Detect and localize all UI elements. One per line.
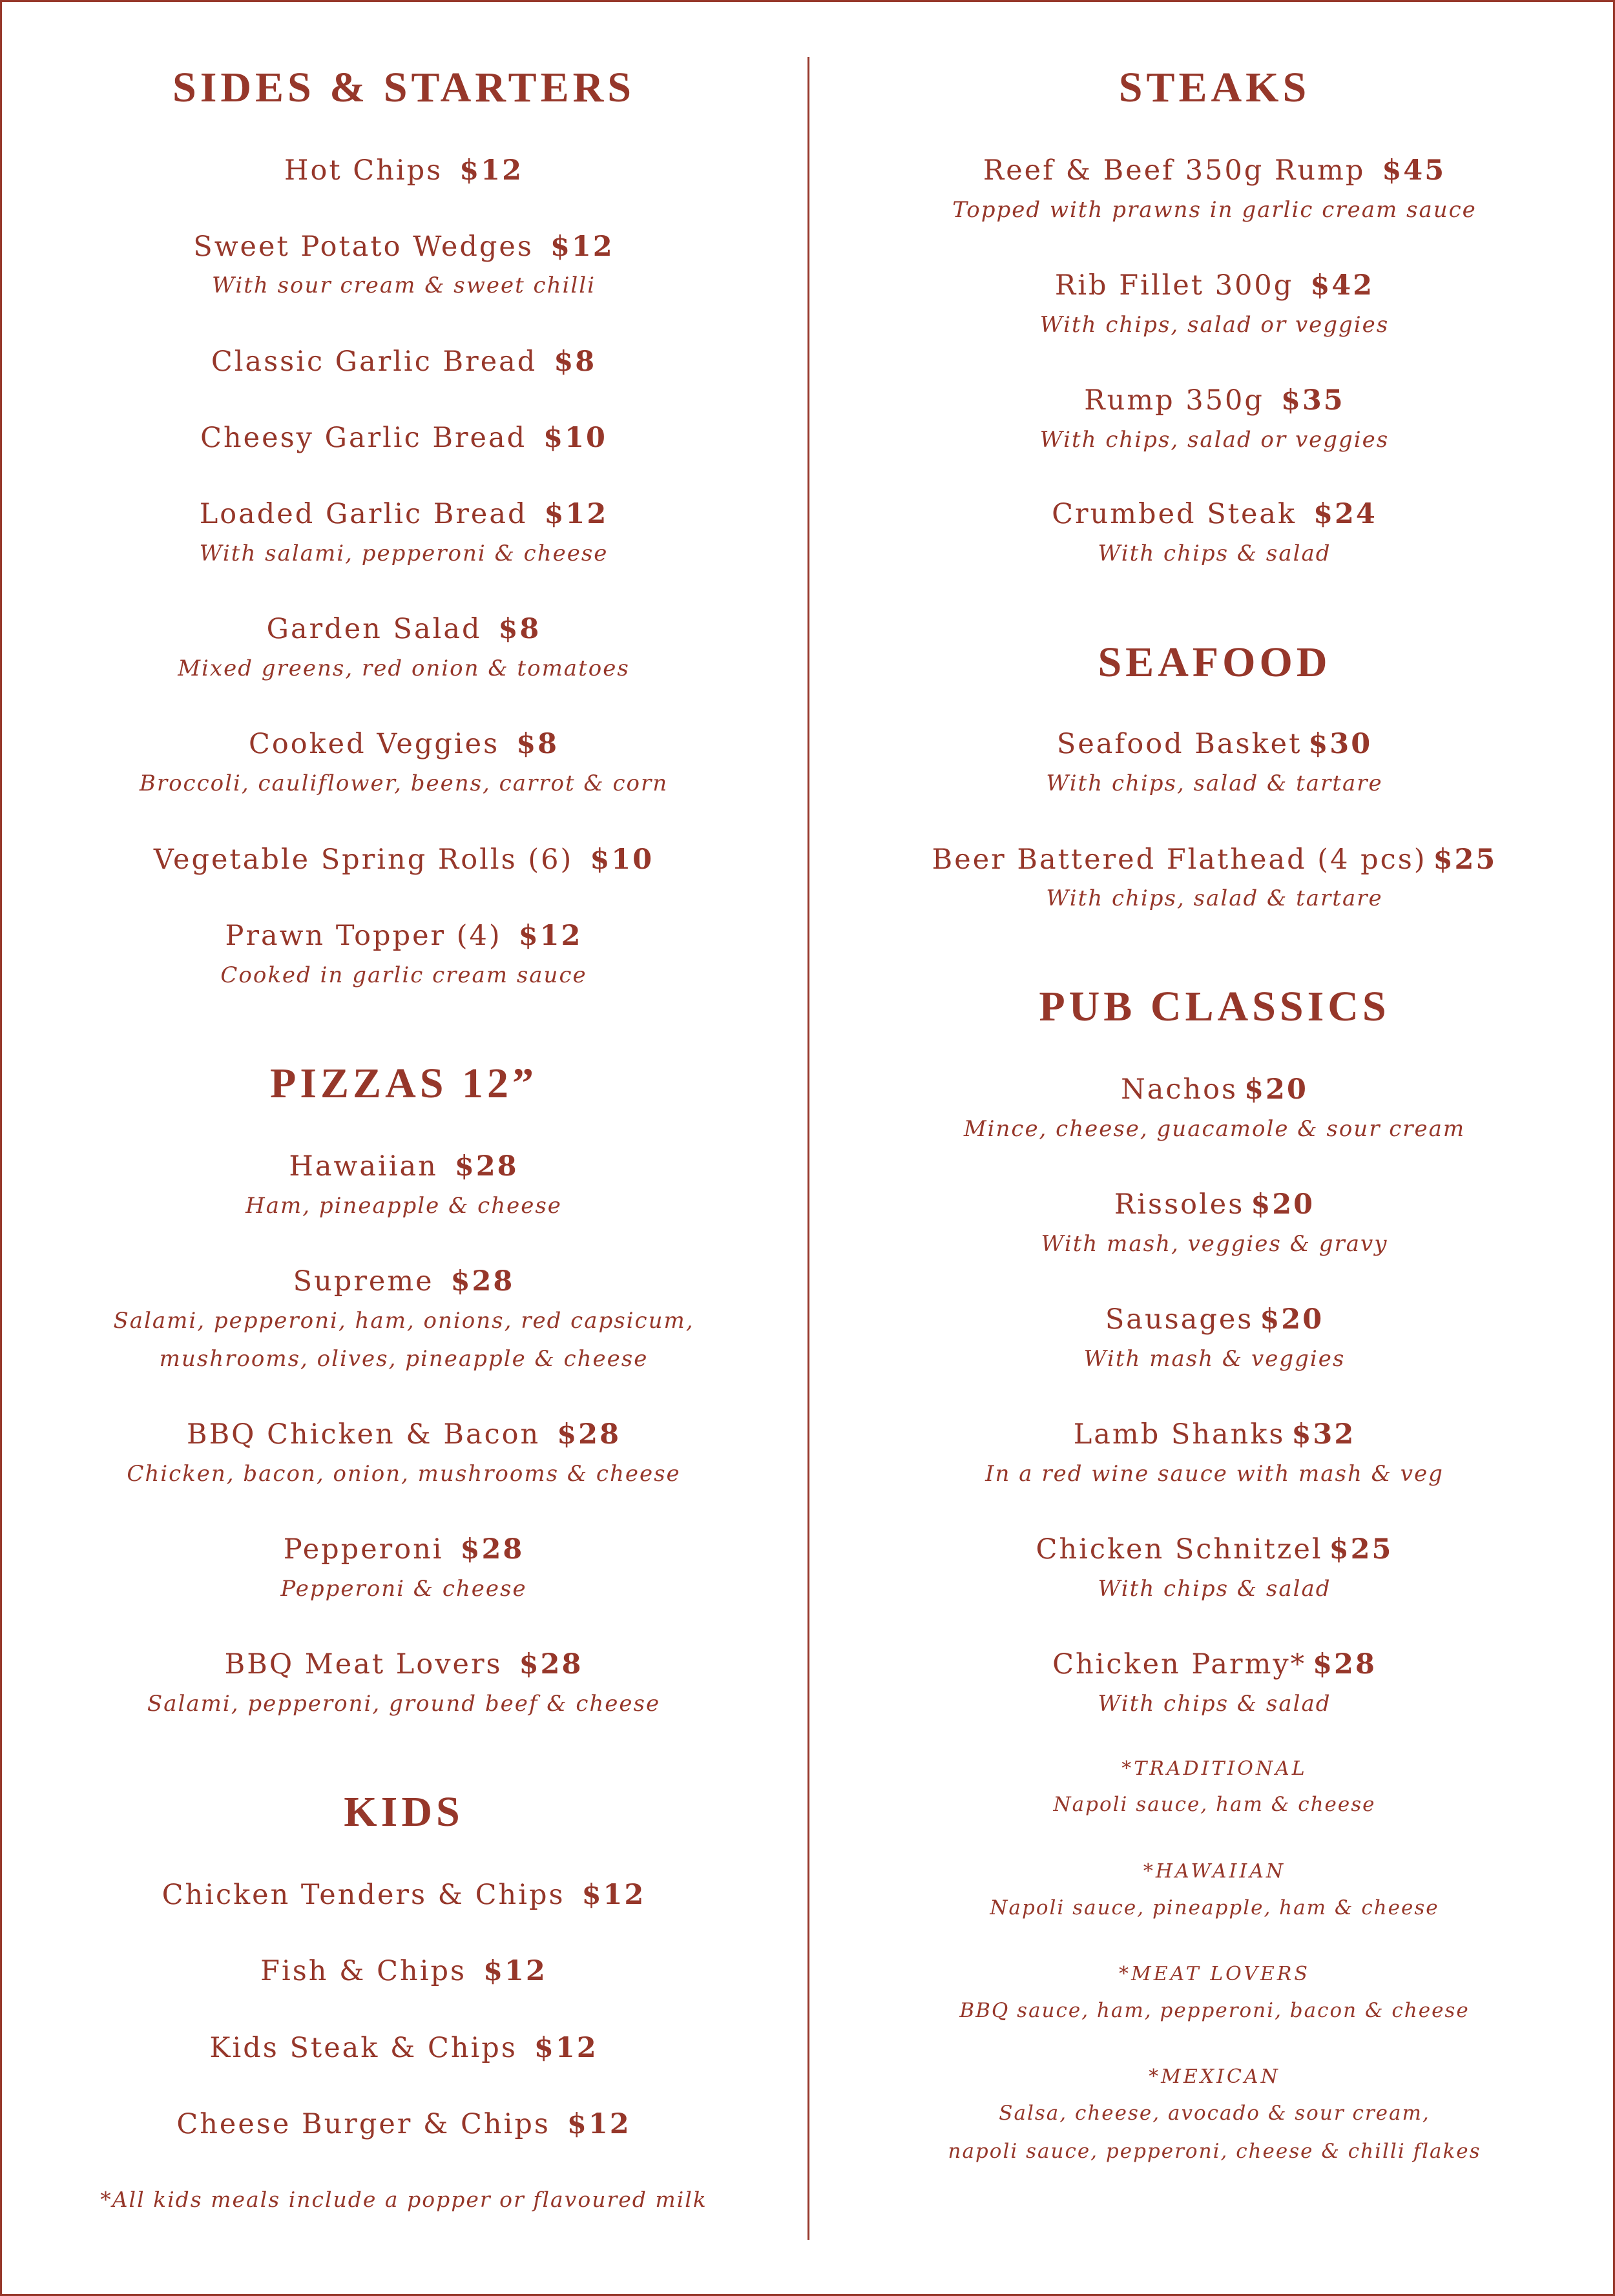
item-name: Hawaiian	[289, 1150, 438, 1183]
item-description: In a red wine sauce with mash & veg	[985, 1461, 1444, 1487]
parmy-variant-description: BBQ sauce, ham, pepperoni, bacon & cheese	[959, 1999, 1470, 2022]
menu-item	[32, 2108, 775, 2140]
item-name: Crumbed Steak	[1052, 498, 1297, 530]
kids-footnote: *All kids meals include a popper or flavoured milk	[100, 2187, 707, 2212]
item-price: $8	[554, 346, 597, 378]
item-price: $20	[1260, 1303, 1324, 1336]
item-description: Salami, pepperoni, ham, onions, red capsicum,	[113, 1308, 694, 1334]
item-price: $12	[567, 2108, 631, 2140]
item-name: Nachos	[1121, 1073, 1238, 1106]
item-name: Lamb Shanks	[1073, 1418, 1286, 1451]
column-divider	[808, 57, 809, 2240]
menu-item	[32, 2034, 775, 2062]
item-name: Classic Garlic Bread	[211, 346, 537, 378]
item-name: Kids Steak & Chips	[209, 2032, 517, 2064]
item-price: $12	[459, 154, 524, 187]
menu-item	[843, 843, 1586, 876]
item-price: $28	[460, 1533, 525, 1566]
menu-item	[843, 1533, 1586, 1566]
item-price: $42	[1310, 269, 1375, 302]
item-name: Rib Fillet 300g	[1054, 269, 1294, 302]
item-price: $28	[454, 1150, 519, 1183]
item-description: Mince, cheese, guacamole & sour cream	[963, 1116, 1466, 1142]
item-description: Chicken, bacon, onion, mushrooms & cheese	[127, 1461, 681, 1487]
menu-item	[32, 730, 775, 758]
menu-item	[32, 233, 775, 261]
item-price: $8	[516, 728, 559, 760]
item-price: $20	[1251, 1188, 1315, 1221]
item-name: BBQ Chicken & Bacon	[186, 1418, 541, 1451]
item-name: BBQ Meat Lovers	[224, 1648, 503, 1681]
item-name: Sausages	[1105, 1303, 1254, 1336]
menu-item	[843, 384, 1586, 417]
item-name: Chicken Tenders & Chips	[162, 1879, 565, 1911]
menu-item	[32, 1648, 775, 1681]
section-title-pub-classics: PUB CLASSICS	[1039, 983, 1390, 1030]
item-price: $28	[1313, 1648, 1377, 1681]
item-name: Cheese Burger & Chips	[176, 2108, 550, 2140]
item-description: With chips & salad	[1098, 541, 1331, 566]
item-name: Reef & Beef 350g Rump	[983, 154, 1366, 187]
item-name: Chicken Schnitzel	[1036, 1533, 1323, 1566]
item-description: Mixed greens, red onion & tomatoes	[178, 656, 630, 681]
menu-item	[843, 1073, 1586, 1106]
menu-item	[843, 1303, 1586, 1336]
parmy-variant-name: *TRADITIONAL	[1121, 1757, 1308, 1780]
item-name: Cheesy Garlic Bread	[200, 422, 527, 454]
item-price: $12	[518, 920, 583, 952]
item-name: Hot Chips	[284, 154, 443, 187]
item-description: With chips, salad or veggies	[1039, 312, 1390, 338]
menu-item	[32, 1955, 775, 1987]
section-title-steaks: STEAKS	[1118, 64, 1311, 111]
item-name: Seafood Basket	[1056, 728, 1302, 760]
item-description: Cooked in garlic cream sauce	[220, 962, 587, 988]
parmy-variant-description: napoli sauce, pepperoni, cheese & chilli flakes	[948, 2140, 1481, 2163]
item-price: $10	[543, 422, 607, 454]
item-name: Supreme	[293, 1265, 434, 1298]
item-name: Rump 350g	[1084, 384, 1264, 417]
item-name: Sweet Potato Wedges	[193, 231, 534, 263]
item-price: $12	[483, 1955, 547, 1987]
item-description: With mash & veggies	[1083, 1346, 1346, 1372]
menu-item	[843, 1418, 1586, 1451]
item-description: With chips & salad	[1098, 1576, 1331, 1602]
menu-item	[843, 269, 1586, 302]
item-description: With chips & salad	[1098, 1691, 1331, 1717]
item-description: Salami, pepperoni, ground beef & cheese	[147, 1691, 661, 1717]
menu-item	[32, 1150, 775, 1183]
item-description: Topped with prawns in garlic cream sauce	[952, 197, 1477, 223]
item-price: $45	[1382, 154, 1446, 187]
item-name: Prawn Topper (4)	[225, 920, 502, 952]
menu-item	[843, 1188, 1586, 1221]
item-description: Broccoli, cauliflower, beens, carrot & corn	[139, 771, 669, 796]
menu-item	[32, 843, 775, 876]
menu-item	[32, 615, 775, 643]
menu-item	[843, 498, 1586, 530]
section-title-kids: KIDS	[344, 1788, 464, 1836]
item-description: With chips, salad & tartare	[1046, 885, 1383, 911]
parmy-variant-description: Napoli sauce, ham & cheese	[1053, 1793, 1376, 1816]
menu-item	[32, 424, 775, 452]
item-price: $12	[581, 1879, 646, 1911]
item-name: Vegetable Spring Rolls (6)	[153, 843, 574, 876]
item-name: Chicken Parmy*	[1052, 1648, 1307, 1681]
menu-item	[32, 498, 775, 530]
item-description: With chips, salad or veggies	[1039, 427, 1390, 453]
item-price: $20	[1244, 1073, 1308, 1106]
item-price: $10	[590, 843, 654, 876]
item-price: $12	[544, 498, 609, 530]
menu-item	[32, 348, 775, 376]
item-name: Loaded Garlic Bread	[199, 498, 528, 530]
item-description: Ham, pineapple & cheese	[245, 1193, 562, 1219]
menu-item	[32, 922, 775, 950]
menu-item	[843, 154, 1586, 187]
item-name: Rissoles	[1114, 1188, 1245, 1221]
parmy-variant-description: Napoli sauce, pineapple, ham & cheese	[990, 1896, 1439, 1919]
item-price: $32	[1291, 1418, 1356, 1451]
item-price: $35	[1280, 384, 1345, 417]
item-price: $12	[550, 231, 614, 263]
parmy-variant-name: *MEAT LOVERS	[1119, 1963, 1310, 1985]
item-description: Pepperoni & cheese	[280, 1576, 527, 1602]
item-price: $24	[1313, 498, 1377, 530]
item-price: $30	[1308, 728, 1373, 760]
item-price: $28	[519, 1648, 583, 1681]
parmy-variant-description: Salsa, cheese, avocado & sour cream,	[999, 2102, 1430, 2125]
item-price: $25	[1433, 843, 1497, 876]
item-price: $28	[557, 1418, 621, 1451]
menu-item	[32, 1418, 775, 1451]
item-description: With mash, veggies & gravy	[1041, 1231, 1388, 1257]
menu-item	[32, 154, 775, 187]
menu-item	[32, 1533, 775, 1566]
parmy-variant-name: *HAWAIIAN	[1143, 1860, 1286, 1883]
section-title-seafood: SEAFOOD	[1098, 639, 1331, 686]
item-name: Pepperoni	[283, 1533, 444, 1566]
item-name: Cooked Veggies	[248, 728, 500, 760]
section-title-pizzas: PIZZAS 12”	[270, 1060, 537, 1107]
parmy-variant-name: *MEXICAN	[1149, 2065, 1280, 2088]
item-description: With sour cream & sweet chilli	[212, 273, 596, 298]
item-description: With salami, pepperoni & cheese	[199, 541, 609, 566]
menu-item	[843, 730, 1586, 758]
menu-item	[32, 1265, 775, 1298]
item-description: With chips, salad & tartare	[1046, 771, 1383, 796]
menu-item	[32, 1881, 775, 1909]
item-price: $12	[534, 2032, 598, 2064]
item-price: $8	[498, 613, 541, 645]
item-price: $28	[450, 1265, 515, 1298]
item-description: mushrooms, olives, pineapple & cheese	[159, 1346, 649, 1372]
item-price: $25	[1329, 1533, 1393, 1566]
item-name: Fish & Chips	[260, 1955, 467, 1987]
menu-item	[843, 1648, 1586, 1681]
item-name: Garden Salad	[266, 613, 482, 645]
section-title-sides: SIDES & STARTERS	[172, 64, 635, 111]
item-name: Beer Battered Flathead (4 pcs)	[932, 843, 1427, 876]
